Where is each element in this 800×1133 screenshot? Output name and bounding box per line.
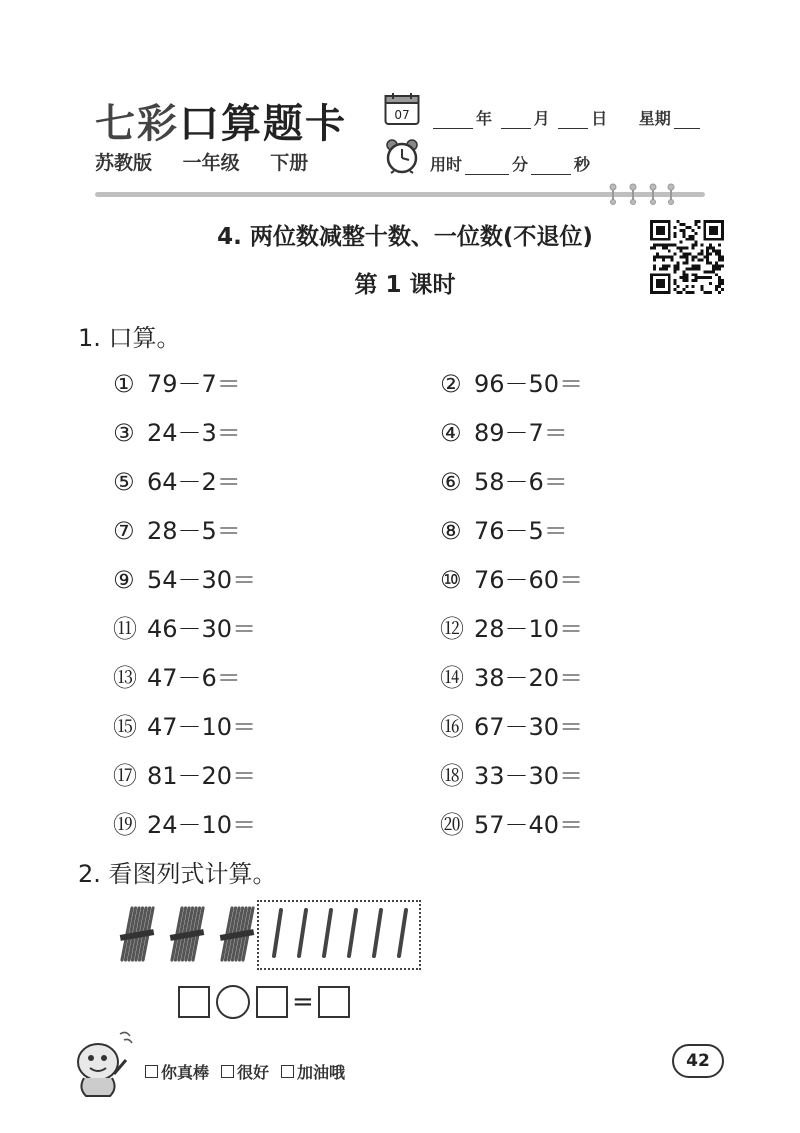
problem-expression: 96－50＝ (474, 370, 584, 398)
qr-code-icon[interactable] (650, 220, 724, 294)
stick-bundle (220, 908, 255, 960)
rating-checkbox[interactable] (145, 1065, 158, 1078)
problem-expression: 67－30＝ (474, 713, 584, 741)
problem-number: ② (440, 370, 462, 398)
year-blank[interactable] (433, 112, 473, 129)
month-label: 月 (533, 109, 550, 128)
problem-expression: 33－30＝ (474, 762, 584, 790)
time-label: 用时 (430, 155, 463, 174)
day-label: 日 (591, 109, 608, 128)
problem-item (440, 658, 583, 693)
problem-expression: 28－5＝ (147, 517, 241, 545)
date-fill-line (430, 106, 703, 129)
problem-number: ⑭ (440, 664, 464, 692)
problem-item (113, 462, 241, 497)
rating-excellent[interactable] (145, 1060, 209, 1083)
decorative-pins-icon (607, 183, 677, 205)
problem-expression: 47－6＝ (147, 664, 241, 692)
lesson-subtitle: 第 1 课时 (354, 272, 456, 298)
single-stick (324, 910, 331, 956)
seconds-label: 秒 (574, 155, 591, 174)
problem-number: ⑲ (113, 811, 137, 839)
problem-number: ⑯ (440, 713, 464, 741)
problem-expression: 38－20＝ (474, 664, 584, 692)
problem-item (113, 707, 256, 742)
problem-expression: 89－7＝ (474, 419, 568, 447)
problem-item (113, 609, 256, 644)
problem-item (113, 413, 241, 448)
weekday-blank[interactable] (674, 112, 700, 129)
problem-expression: 46－30＝ (147, 615, 257, 643)
answer-box-1[interactable] (178, 986, 210, 1018)
operator-circle[interactable] (216, 985, 250, 1019)
problem-number: ⑨ (113, 566, 135, 594)
minutes-blank[interactable] (465, 158, 509, 175)
problem-item (440, 707, 583, 742)
problem-number: ③ (113, 419, 135, 447)
problem-expression: 47－10＝ (147, 713, 257, 741)
problem-number: ⑧ (440, 517, 462, 545)
cartoon-mascot-icon (70, 1028, 138, 1100)
problem-expression: 58－6＝ (474, 468, 568, 496)
question-2-heading: 2. 看图列式计算。 (78, 860, 277, 888)
rating-keep-trying[interactable] (281, 1060, 345, 1083)
problem-number: ④ (440, 419, 462, 447)
rating-label: 你真棒 (161, 1063, 210, 1082)
problem-expression: 64－2＝ (147, 468, 241, 496)
problem-item (113, 756, 256, 791)
problem-item (440, 560, 583, 595)
brand-prefix: 七彩 (95, 101, 179, 147)
problem-expression: 81－20＝ (147, 762, 257, 790)
problem-number: ⑳ (440, 811, 464, 839)
rating-good[interactable] (221, 1060, 269, 1083)
single-stick (399, 910, 406, 956)
equals-sign: = (292, 987, 314, 1017)
rating-label: 很好 (237, 1063, 270, 1082)
question-1-heading: 1. 口算。 (78, 324, 181, 352)
problem-number: ⑮ (113, 713, 137, 741)
problem-item (440, 756, 583, 791)
rating-checkbox[interactable] (281, 1065, 294, 1078)
stick-bundle (170, 908, 205, 960)
rating-label: 加油哦 (297, 1063, 346, 1082)
problem-expression: 76－5＝ (474, 517, 568, 545)
stick-bundle (120, 908, 155, 960)
stick-bundles-image (108, 902, 256, 966)
answer-box-2[interactable] (256, 986, 288, 1018)
month-blank[interactable] (501, 112, 531, 129)
problem-expression: 54－30＝ (147, 566, 257, 594)
problem-expression: 79－7＝ (147, 370, 241, 398)
single-sticks-image (262, 904, 414, 962)
problem-number: ⑬ (113, 664, 137, 692)
problem-number: ⑦ (113, 517, 135, 545)
problem-number: ⑪ (113, 615, 137, 643)
problem-item (113, 658, 241, 693)
problem-number: ⑤ (113, 468, 135, 496)
answer-equation (178, 984, 350, 1020)
problem-expression: 57－40＝ (474, 811, 584, 839)
edition-publisher: 苏教版 (95, 152, 153, 174)
edition-volume: 下册 (270, 152, 309, 174)
problem-item (440, 364, 583, 399)
problem-number: ⑥ (440, 468, 462, 496)
problem-expression: 28－10＝ (474, 615, 584, 643)
problem-item (113, 511, 241, 546)
problem-item (440, 462, 568, 497)
seconds-blank[interactable] (531, 158, 571, 175)
problem-expression: 24－3＝ (147, 419, 241, 447)
rating-checkbox[interactable] (221, 1065, 234, 1078)
page-number: 42 (672, 1044, 724, 1078)
lesson-title: 4. 两位数减整十数、一位数(不退位) (217, 224, 593, 250)
single-stick (374, 910, 381, 956)
problem-number: ⑩ (440, 566, 462, 594)
day-blank[interactable] (558, 112, 588, 129)
edition-line (95, 148, 332, 175)
answer-box-result[interactable] (318, 986, 350, 1018)
edition-grade: 一年级 (182, 152, 240, 174)
problem-number: ① (113, 370, 135, 398)
time-fill-line (430, 152, 590, 175)
problem-number: ⑰ (113, 762, 137, 790)
brand-title (95, 92, 347, 149)
calendar-icon (384, 92, 420, 126)
problem-item (113, 560, 256, 595)
single-stick (349, 910, 356, 956)
year-label: 年 (476, 109, 493, 128)
calendar-day: 07 (394, 108, 410, 122)
single-stick (274, 910, 281, 956)
problem-expression: 24－10＝ (147, 811, 257, 839)
problem-item (440, 609, 583, 644)
problem-number: ⑱ (440, 762, 464, 790)
problem-number: ⑫ (440, 615, 464, 643)
problem-item (113, 364, 241, 399)
single-stick (299, 910, 306, 956)
problem-item (440, 511, 568, 546)
minutes-label: 分 (512, 155, 529, 174)
brand-main: 口算题卡 (179, 101, 347, 147)
self-rating-row (145, 1060, 357, 1083)
problem-item (440, 413, 568, 448)
alarm-clock-icon (384, 138, 420, 174)
problem-item (440, 805, 583, 840)
problem-expression: 76－60＝ (474, 566, 584, 594)
weekday-label: 星期 (638, 109, 671, 128)
problem-item (113, 805, 256, 840)
